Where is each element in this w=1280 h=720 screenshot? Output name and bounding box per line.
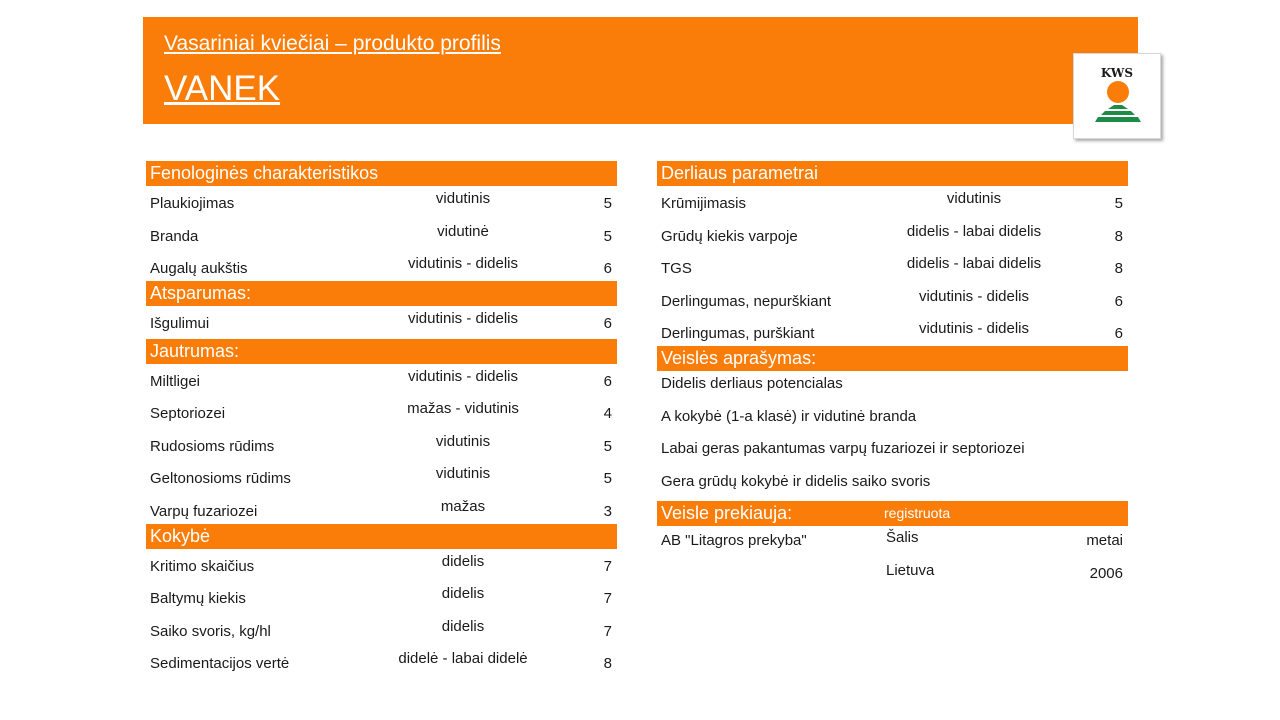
section-header-prekiauja xyxy=(657,501,1128,526)
row-label: TGS xyxy=(661,260,692,277)
section-header-aprasymas: Veislės aprašymas: xyxy=(657,346,1128,371)
table-row xyxy=(146,429,617,462)
logo-text: KWS xyxy=(1100,66,1134,80)
row-label: Grūdų kiekis varpoje xyxy=(661,227,798,245)
row-value: vidutinis - didelis xyxy=(407,310,519,327)
page-subtitle: Vasariniai kviečiai – produkto profilis xyxy=(164,32,501,55)
row-value: vidutinis - didelis xyxy=(918,320,1030,337)
company-name: AB "Litagros prekyba" xyxy=(661,532,807,549)
table-row xyxy=(657,284,1128,317)
section-header-atsparumas: Atsparumas: xyxy=(146,281,617,306)
section-header-jautrumas: Jautrumas: xyxy=(146,339,617,364)
table-row xyxy=(146,494,617,524)
table-row xyxy=(146,251,617,281)
row-label: Branda xyxy=(150,227,199,245)
table-row xyxy=(146,186,617,219)
row-value: didelis - labai didelis xyxy=(906,255,1042,272)
row-label: Septoriozei xyxy=(150,405,226,422)
row-score: 6 xyxy=(1114,325,1123,342)
table-row xyxy=(657,251,1128,284)
row-score: 3 xyxy=(603,502,612,520)
row-score: 6 xyxy=(603,260,612,277)
description-item: Gera grūdų kokybė ir didelis saiko svoris xyxy=(661,472,931,490)
table-row xyxy=(146,306,617,339)
row-value: mažas xyxy=(440,497,486,515)
registration-note: registruota xyxy=(884,505,951,521)
row-score: 6 xyxy=(603,315,612,332)
seller-info xyxy=(657,526,1128,591)
description-item: A kokybė (1-a klasė) ir vidutinė branda xyxy=(661,407,917,425)
row-score: 8 xyxy=(1114,260,1123,277)
row-score: 8 xyxy=(1114,227,1123,245)
description-item: Labai geras pakantumas varpų fuzariozei ir septoriozei xyxy=(661,440,1025,457)
row-score: 4 xyxy=(603,405,612,422)
row-label: Augalų aukštis xyxy=(150,260,248,277)
table-row xyxy=(657,219,1128,252)
row-value: vidutinis xyxy=(435,190,491,207)
left-column xyxy=(146,161,617,676)
table-row xyxy=(146,219,617,252)
section-header-kokybe: Kokybė xyxy=(146,524,617,549)
header-banner xyxy=(143,17,1138,124)
row-label: Plaukiojimas xyxy=(150,195,235,212)
row-score: 5 xyxy=(603,195,612,212)
country-header: Šalis xyxy=(886,529,919,546)
row-label: Baltymų kiekis xyxy=(150,590,246,607)
row-score: 5 xyxy=(603,227,612,245)
row-score: 5 xyxy=(1114,195,1123,212)
table-row xyxy=(146,549,617,582)
row-label: Varpų fuzariozei xyxy=(150,502,258,520)
table-row xyxy=(657,316,1128,346)
row-score: 5 xyxy=(603,470,612,487)
row-label: Geltonosioms rūdims xyxy=(150,470,291,487)
row-value: mažas - vidutinis xyxy=(407,400,519,417)
row-value: vidutinis xyxy=(435,465,491,482)
right-column xyxy=(657,161,1128,591)
table-row xyxy=(146,646,617,676)
row-score: 5 xyxy=(603,437,612,455)
row-label: Derlingumas, purškiant xyxy=(661,325,815,342)
row-score: 7 xyxy=(603,622,612,640)
row-value: vidutinis xyxy=(435,432,491,450)
year-value: 2006 xyxy=(1089,565,1123,582)
row-value: didelė - labai didelė xyxy=(398,650,528,667)
kws-logo xyxy=(1073,53,1161,139)
country-value: Lietuva xyxy=(886,562,935,579)
row-label: Miltligei xyxy=(150,372,201,390)
description-item: Didelis derliaus potencialas xyxy=(661,375,843,392)
row-label: Sedimentacijos vertė xyxy=(150,655,290,672)
row-value: vidutinis - didelis xyxy=(407,255,519,272)
table-row xyxy=(657,186,1128,219)
table-row xyxy=(146,461,617,494)
table-row xyxy=(146,364,617,397)
section-title: Veisle prekiauja: xyxy=(661,503,793,523)
row-label: Krūmijimasis xyxy=(661,195,747,212)
row-score: 7 xyxy=(603,557,612,575)
row-value: didelis xyxy=(441,552,485,570)
row-value: vidutinis - didelis xyxy=(407,367,519,385)
row-score: 6 xyxy=(1114,292,1123,310)
row-label: Rudosioms rūdims xyxy=(150,437,275,455)
row-label: Derlingumas, nepurškiant xyxy=(661,292,832,310)
year-header: metai xyxy=(1086,532,1123,549)
row-score: 7 xyxy=(603,590,612,607)
row-value: vidutinis xyxy=(946,190,1002,207)
section-header-fenologines: Fenologinės charakteristikos xyxy=(146,161,617,186)
row-label: Kritimo skaičius xyxy=(150,557,255,575)
row-label: Saiko svoris, kg/hl xyxy=(150,622,271,640)
section-header-derliaus: Derliaus parametrai xyxy=(657,161,1128,186)
table-row xyxy=(146,396,617,429)
row-score: 6 xyxy=(603,372,612,390)
row-value: didelis xyxy=(441,585,485,602)
table-row xyxy=(146,581,617,614)
logo-sun-icon xyxy=(1093,80,1143,124)
row-label: Išgulimui xyxy=(150,315,210,332)
row-score: 8 xyxy=(603,655,612,672)
row-value: didelis xyxy=(441,617,485,635)
page-title: VANEK xyxy=(164,69,281,108)
row-value: didelis - labai didelis xyxy=(906,222,1042,240)
table-row xyxy=(146,614,617,647)
row-value: vidutinė xyxy=(437,222,489,240)
row-value: vidutinis - didelis xyxy=(918,287,1030,305)
